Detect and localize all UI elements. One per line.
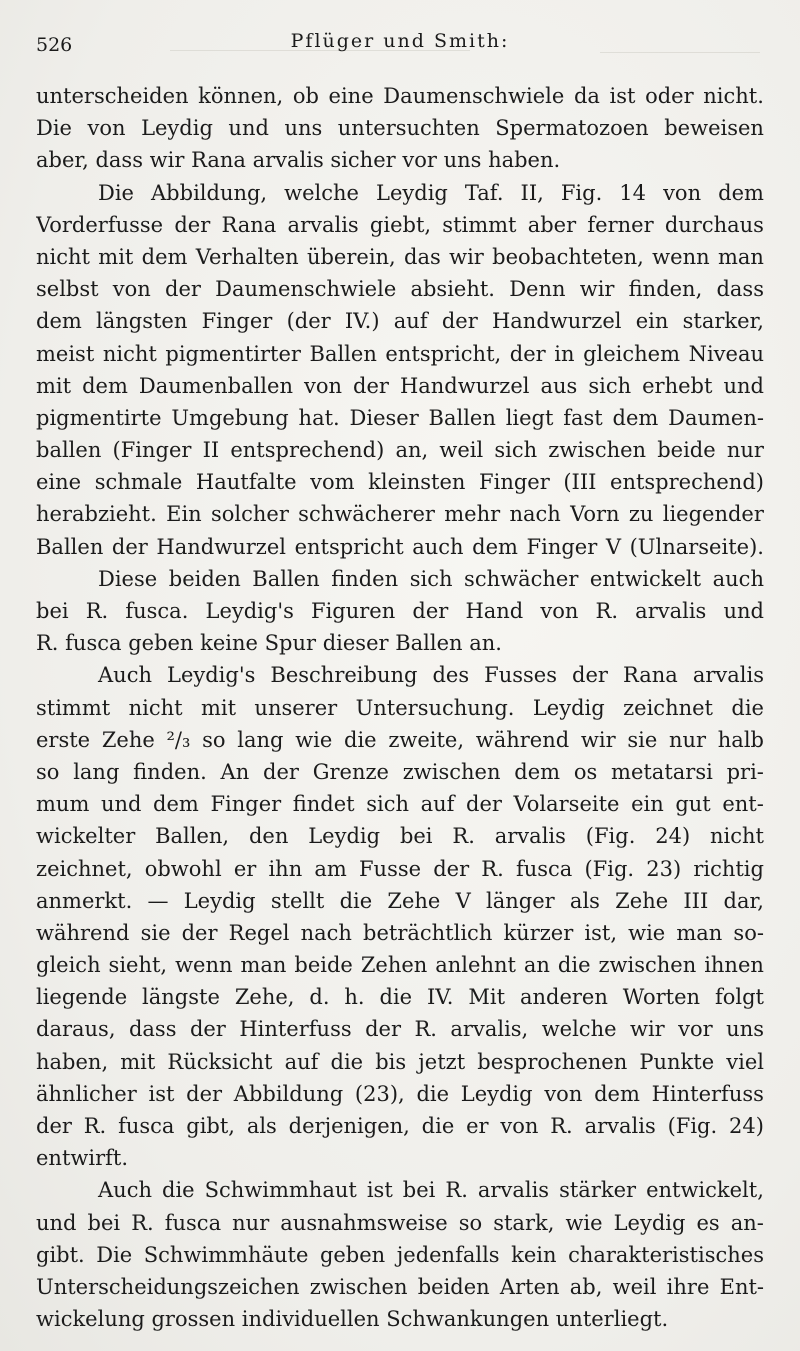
text-line: erste Zehe ²/₃ so lang wie die zweite, während wir sie nur halb [36, 727, 764, 752]
text-line: unterscheiden können, ob eine Daumenschwiele da ist oder nicht. [36, 84, 764, 108]
text-line: Auch die Schwimmhaut ist bei R. arvalis stärker entwickelt, [98, 1178, 764, 1203]
text-line: mum und dem Finger findet sich auf der Volarseite ein gut ent- [36, 792, 764, 817]
text-line: aber, dass wir Rana arvalis sicher vor uns haben. [36, 148, 561, 173]
text-line: nicht mit dem Verhalten überein, das wir beobachteten, wenn man [36, 244, 764, 269]
text-line: wickelung grossen individuellen Schwankungen unterliegt. [36, 1307, 669, 1332]
text-line: selbst von der Daumenschwiele absieht. Denn wir finden, dass [36, 277, 764, 302]
text-line: dem längsten Finger (der IV.) auf der Handwurzel ein starker, [36, 309, 764, 334]
text-line: entwirft. [36, 1146, 129, 1171]
text-line: anmerkt. — Leydig stellt die Zehe V länger als Zehe III dar, [36, 888, 764, 913]
text-line: zeichnet, obwohl er ihn am Fusse der R. fusca (Fig. 23) richtig [36, 856, 764, 881]
text-line: wickelter Ballen, den Leydig bei R. arvalis (Fig. 24) nicht [36, 824, 764, 849]
page-header [36, 30, 764, 60]
text-line: Die von Leydig und uns untersuchten Spermatozoen beweisen [36, 116, 764, 141]
text-line: gibt. Die Schwimmhäute geben jedenfalls kein charakteristisches [36, 1242, 764, 1267]
text-line: Unterscheidungszeichen zwischen beiden Arten ab, weil ihre Ent- [36, 1274, 764, 1299]
text-line: Diese beiden Ballen finden sich schwächer entwickelt auch [98, 566, 764, 591]
text-line: Vorderfusse der Rana arvalis giebt, stimmt aber ferner durchaus [36, 212, 764, 237]
text-line: ähnlicher ist der Abbildung (23), die Leydig von dem Hinterfuss [36, 1081, 764, 1106]
text-line: ballen (Finger II entsprechend) an, weil sich zwischen beide nur [36, 438, 764, 463]
text-line: und bei R. fusca nur ausnahmsweise so stark, wie Leydig es an- [36, 1210, 764, 1235]
text-line: eine schmale Hautfalte vom kleinsten Finger (III entsprechend) [36, 470, 764, 495]
running-head: Pflüger und Smith: [290, 30, 510, 52]
text-line: stimmt nicht mit unserer Untersuchung. Leydig zeichnet die [36, 695, 764, 720]
page-number: 526 [36, 34, 73, 56]
text-line: der R. fusca gibt, als derjenigen, die er von R. arvalis (Fig. 24) [36, 1114, 764, 1138]
text-line: meist nicht pigmentirter Ballen entspricht, der in gleichem Niveau [36, 341, 764, 366]
text-line: daraus, dass der Hinterfuss der R. arvalis, welche wir vor uns [36, 1017, 764, 1042]
text-line: mit dem Daumenballen von der Handwurzel aus sich erhebt und [36, 373, 764, 398]
text-line: haben, mit Rücksicht auf die bis jetzt besprochenen Punkte viel [36, 1049, 764, 1074]
text-line: Ballen der Handwurzel entspricht auch dem Finger V (Ulnarseite). [36, 534, 764, 559]
text-line: pigmentirte Umgebung hat. Dieser Ballen liegt fast dem Daumen- [36, 405, 764, 430]
text-line: herabzieht. Ein solcher schwächerer mehr nach Vorn zu liegender [36, 502, 764, 527]
text-line: Die Abbildung, welche Leydig Taf. II, Fig. 14 von dem [98, 180, 764, 205]
text-line: Auch Leydig's Beschreibung des Fusses der Rana arvalis [98, 663, 764, 688]
text-line: R. fusca geben keine Spur dieser Ballen an. [36, 631, 502, 656]
body-text [36, 80, 764, 1335]
text-line: so lang finden. An der Grenze zwischen dem os metatarsi pri- [36, 759, 764, 784]
text-line: liegende längste Zehe, d. h. die IV. Mit anderen Worten folgt [36, 985, 764, 1010]
text-line: gleich sieht, wenn man beide Zehen anlehnt an die zwischen ihnen [36, 953, 764, 978]
text-line: bei R. fusca. Leydig's Figuren der Hand von R. arvalis und [36, 599, 764, 623]
text-line: während sie der Regel nach beträchtlich kürzer ist, wie man so- [36, 920, 764, 945]
